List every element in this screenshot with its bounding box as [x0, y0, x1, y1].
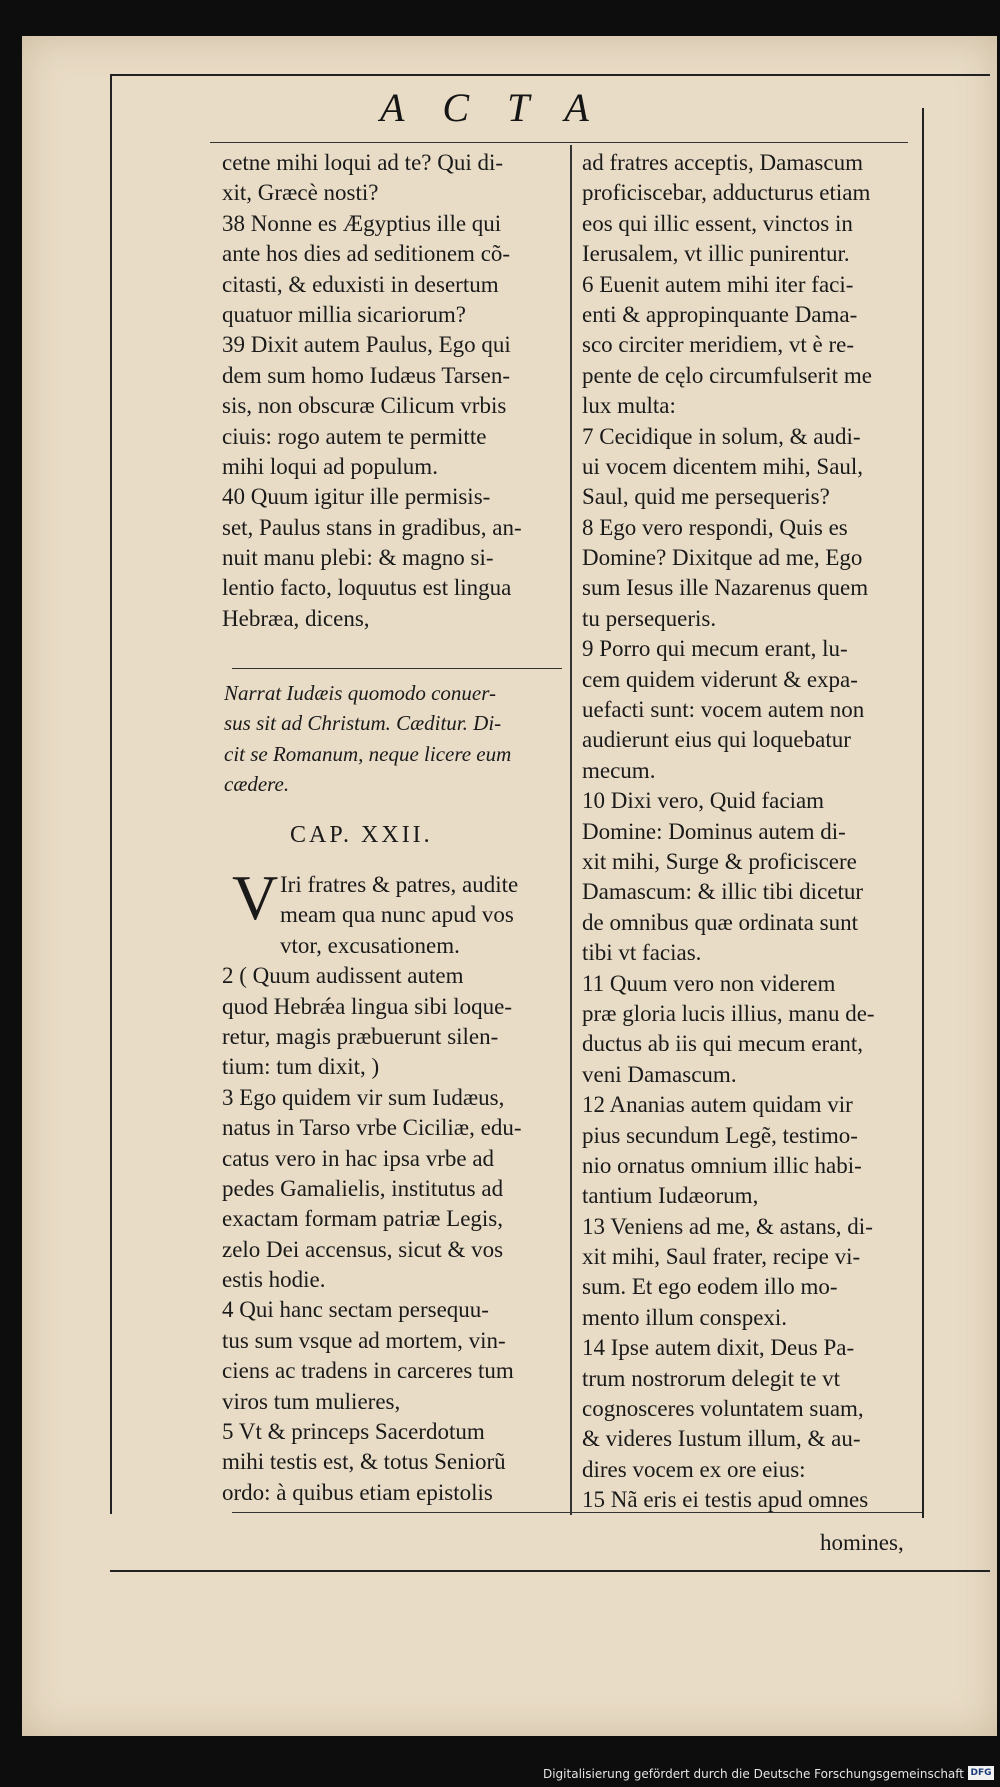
chapter-body — [222, 870, 562, 1508]
text-line: mecum. — [582, 757, 656, 783]
text-line: Iri fratres & patres, audite — [280, 872, 519, 897]
text-line: 10 Dixi vero, Quid faciam — [582, 788, 825, 814]
frame-top-rule — [110, 74, 990, 76]
text-line: pedes Gamalielis, institutus ad — [222, 1175, 504, 1201]
text-line: ui vocem dicentem mihi, Saul, — [582, 453, 864, 479]
title-rule — [210, 142, 908, 143]
text-line: Hebræa, dicens, — [222, 605, 370, 631]
text-line: lux multa: — [582, 393, 676, 419]
text-line: citasti, & eduxisti in desertum — [222, 271, 499, 297]
text-line: tantium Iudæorum, — [582, 1183, 759, 1209]
text-line: vtor, excusationem. — [280, 932, 460, 958]
text-line: nuit manu plebi: & magno si- — [222, 545, 494, 571]
footer-credit: Digitalisierung gefördert durch die Deutsche Forschungsgemeinschaft — [542, 1767, 964, 1781]
chapter-summary — [224, 678, 564, 800]
text-line: exactam formam patriæ Legis, — [222, 1206, 504, 1232]
text-line: retur, magis præbuerunt silen- — [222, 1023, 499, 1049]
text-line: cem quidem viderunt & expa- — [582, 666, 858, 692]
text-line: xit mihi, Surge & proficiscere — [582, 848, 857, 874]
text-line: 3 Ego quidem vir sum Iudæus, — [222, 1084, 505, 1110]
text-line: xit mihi, Saul frater, recipe vi- — [582, 1244, 861, 1270]
text-line: pente de cęlo circumfulserit me — [582, 362, 872, 388]
text-line: 4 Qui hanc sectam persequu- — [222, 1297, 489, 1323]
summary-line: Narrat Iudæis quomodo conuer- — [224, 681, 496, 705]
text-line: set, Paulus stans in gradibus, an- — [222, 514, 522, 540]
running-title: ACTA — [380, 85, 627, 130]
text-line: Saul, quid me persequeris? — [582, 484, 830, 510]
text-line: audierunt eius qui loquebatur — [582, 727, 851, 753]
text-line: 5 Vt & princeps Sacerdotum — [222, 1419, 485, 1445]
text-line: pius secundum Legẽ, testimo- — [582, 1122, 858, 1148]
text-line: tibi vt facias. — [582, 940, 702, 966]
text-line: trum nostrorum delegit te vt — [582, 1365, 841, 1391]
text-line: 38 Nonne es Ægyptius ille qui — [222, 210, 502, 236]
left-column — [222, 148, 562, 634]
text-line: veni Damascum. — [582, 1061, 737, 1087]
summary-line: cædere. — [224, 772, 290, 797]
text-line: proficiscebar, adducturus etiam — [582, 180, 871, 206]
text-line: Domine: Dominus autem di- — [582, 818, 846, 844]
text-line: ordo: à quibus etiam epistolis — [222, 1479, 493, 1505]
text-line: de omnibus quæ ordinata sunt — [582, 909, 858, 935]
column-divider — [570, 145, 572, 1515]
text-line: 2 ( Quum audissent autem — [222, 963, 464, 989]
text-line: 7 Cecidique in solum, & audi- — [582, 423, 861, 449]
text-line: 13 Veniens ad me, & astans, di- — [582, 1213, 873, 1239]
text-line: mihi testis est, & totus Seniorũ — [222, 1449, 506, 1475]
summary-line: sus sit ad Christum. Cæditur. Di- — [224, 711, 502, 736]
text-line: quatuor millia sicariorum? — [222, 301, 466, 327]
text-line: ductus ab iis qui mecum erant, — [582, 1031, 864, 1057]
text-line: & videres Iustum illum, & au- — [582, 1426, 861, 1452]
right-column — [582, 148, 917, 1516]
text-line: tium: tum dixit, ) — [222, 1054, 380, 1080]
text-line: cognosceres voluntatem suam, — [582, 1396, 864, 1422]
text-line: viros tum mulieres, — [222, 1388, 401, 1414]
catchword: homines, — [820, 1530, 904, 1555]
text-line: natus in Tarso vrbe Ciciliæ, edu- — [222, 1115, 522, 1141]
text-line: ciens ac tradens in carceres tum — [222, 1358, 514, 1384]
text-line: cetne mihi loqui ad te? Qui di- — [222, 150, 504, 175]
text-line: sco circiter meridiem, vt è re- — [582, 332, 855, 358]
text-line: præ gloria lucis illius, manu de- — [582, 1000, 875, 1026]
text-line: 40 Quum igitur ille permisis- — [222, 484, 491, 510]
text-line: lentio facto, loquutus est lingua — [222, 575, 512, 601]
text-line: zelo Dei accensus, sicut & vos — [222, 1236, 504, 1262]
text-line: enti & appropinquante Dama- — [582, 301, 858, 327]
frame-right-rule — [922, 108, 924, 1518]
text-line: mento illum conspexi. — [582, 1304, 788, 1330]
text-line: 14 Ipse autem dixit, Deus Pa- — [582, 1335, 855, 1361]
dfg-logo-badge: DFG — [968, 1766, 994, 1780]
text-line: Domine? Dixitque ad me, Ego — [582, 545, 863, 571]
text-line: catus vero in hac ipsa vrbe ad — [222, 1145, 495, 1171]
text-line: xit, Græcè nosti? — [222, 180, 379, 206]
text-line: Damascum: & illic tibi dicetur — [582, 879, 864, 905]
text-line: ciuis: rogo autem te permitte — [222, 423, 487, 449]
text-line: Ierusalem, vt illic punirentur. — [582, 241, 850, 267]
text-line: uefacti sunt: vocem autem non — [582, 697, 865, 723]
summary-line: cit se Romanum, neque licere eum — [224, 741, 512, 766]
bottom-rule — [232, 1512, 922, 1513]
text-line: 11 Quum vero non viderem — [582, 970, 836, 996]
page-bottom-rule — [110, 1570, 990, 1572]
text-line: 39 Dixit autem Paulus, Ego qui — [222, 332, 511, 358]
text-line: estis hodie. — [222, 1267, 326, 1293]
text-line: sum Iesus ille Nazarenus quem — [582, 575, 869, 601]
drop-capital: V — [232, 862, 279, 933]
text-line: nio ornatus omnium illic habi- — [582, 1152, 862, 1178]
text-line: sis, non obscuræ Cilicum vrbis — [222, 393, 507, 419]
text-line: 15 Nã eris ei testis apud omnes — [582, 1487, 869, 1513]
text-line: dem sum homo Iudæus Tarsen- — [222, 362, 510, 388]
text-line: dires vocem ex ore eius: — [582, 1456, 806, 1482]
text-line: mihi loqui ad populum. — [222, 453, 438, 479]
summary-top-rule — [232, 668, 562, 669]
text-line: eos qui illic essent, vinctos in — [582, 210, 853, 236]
frame-left-rule — [110, 74, 112, 1514]
text-line: quod Hebrǽa lingua sibi loque- — [222, 993, 513, 1019]
text-line: sum. Et ego eodem illo mo- — [582, 1274, 838, 1300]
text-line: ad fratres acceptis, Damascum — [582, 150, 863, 175]
text-line: 12 Ananias autem quidam vir — [582, 1092, 853, 1118]
text-line: tus sum vsque ad mortem, vin- — [222, 1327, 506, 1353]
chapter-heading: CAP. XXII. — [290, 822, 433, 848]
text-line: meam qua nunc apud vos — [280, 902, 514, 928]
text-line: 9 Porro qui mecum erant, lu- — [582, 636, 848, 662]
text-line: tu persequeris. — [582, 605, 717, 631]
text-line: 6 Euenit autem mihi iter faci- — [582, 271, 854, 297]
text-line: 8 Ego vero respondi, Quis es — [582, 514, 848, 540]
text-line: ante hos dies ad seditionem cõ- — [222, 241, 511, 267]
